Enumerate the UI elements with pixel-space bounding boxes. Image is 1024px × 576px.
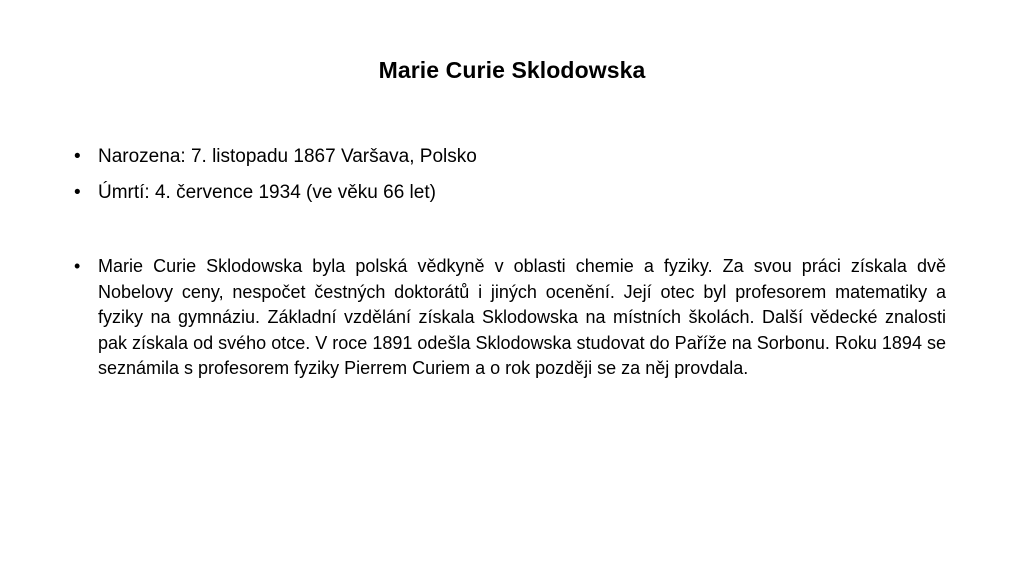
biography-item: [74, 254, 946, 382]
biography-list: [74, 254, 946, 382]
fact-birth-text: Narozena: 7. listopadu 1867 Varšava, Polsko: [98, 146, 477, 167]
bullet-icon: •: [74, 182, 81, 203]
slide-title: Marie Curie Sklodowska: [378, 57, 646, 83]
bullet-icon: •: [74, 146, 81, 167]
fact-death-text: Úmrtí: 4. července 1934 (ve věku 66 let): [98, 182, 436, 203]
facts-list: [74, 139, 946, 211]
fact-birth: [74, 139, 946, 175]
bullet-icon: •: [74, 256, 81, 276]
biography-paragraph: Marie Curie Sklodowska byla polská vědkyně v oblasti chemie a fyziky. Za svou práci získala dvě Nobelovy ceny, nespočet čestných doktorátů i jiných ocenění. Její otec byl profesorem matematiky a fyziky na gymnáziu. Základní vzdělání získala Sklodowska na místních školách. Další vědecké znalosti pak získala od svého otce. V roce 1891 odešla Sklodowska studovat do Paříže na Sorbonu. Roku 1894 se seznámila s profesorem fyziky Pierrem Curiem a o rok později se za něj provdala.: [98, 256, 946, 378]
fact-death: [74, 175, 946, 211]
